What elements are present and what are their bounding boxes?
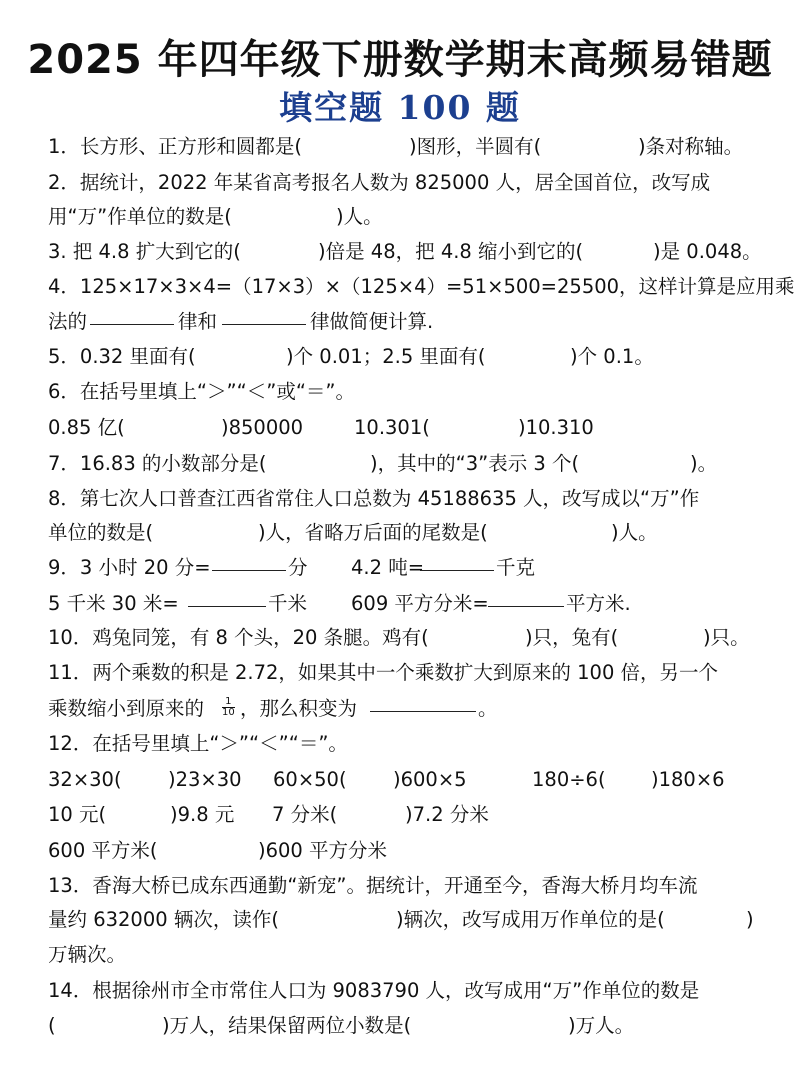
q4-blank-1[interactable] (90, 304, 174, 325)
q6-text-a: 0.85 亿( (48, 416, 125, 439)
q4-text-c: 律做简便计算. (310, 310, 434, 333)
q3-text-c: )是 0.048。 (653, 240, 762, 263)
q6-line-1: 6．在括号里填上“＞”“＜”或“＝”。 (48, 380, 356, 403)
q11-blank[interactable] (370, 691, 476, 712)
fraction-denominator: 10 (222, 707, 235, 718)
q7-text-b: )，其中的“3”表示 3 个( (370, 452, 580, 475)
q3-text-a: 3. 把 4.8 扩大到它的( (48, 240, 241, 263)
q13-line-3: 万辆次。 (48, 943, 127, 966)
q11-text-b: ，那么积变为 (240, 697, 358, 720)
q9-text-b2: 千克 (496, 556, 536, 579)
page-subtitle: 填空题 100 题 (279, 88, 521, 127)
q7-text-a: 7．16.83 的小数部分是( (48, 452, 267, 475)
q12-text-d2: )9.8 元 (170, 803, 235, 826)
q11-line-1: 11．两个乘数的积是 2.72，如果其中一个乘数扩大到原来的 100 倍，另一个 (48, 661, 719, 684)
q12-text-c1: 180÷6( (532, 768, 606, 791)
q12-text-b1: 60×50( (273, 768, 347, 791)
q12-text-b2: )600×5 (393, 768, 467, 791)
q1-text-a: 1．长方形、正方形和圆都是( (48, 135, 303, 158)
q12-text-e2: )7.2 分米 (405, 803, 489, 826)
q12-text-f1: 600 平方米( (48, 839, 158, 862)
q4-line-1: 4．125×17×3×4=（17×3）×（125×4）=51×500=25500，这样计算是应用乘 (48, 275, 795, 298)
q8-text-a: 单位的数是( (48, 521, 154, 544)
q13-text-b: )辆次，改写成用万作单位的是( (396, 908, 665, 931)
q10-text-a: 10．鸡兔同笼，有 8 个头，20 条腿。鸡有( (48, 626, 429, 649)
q8-line-1: 8．第七次人口普查江西省常住人口总数为 45188635 人，改写成以“万”作 (48, 487, 700, 510)
q12-line-1: 12．在括号里填上“＞”“＜”“＝”。 (48, 732, 348, 755)
fraction-one-tenth (222, 697, 235, 718)
q1-text-c: )条对称轴。 (638, 135, 744, 158)
q13-text-a: 量约 632000 辆次，读作( (48, 908, 279, 931)
q12-text-d1: 10 元( (48, 803, 107, 826)
q12-text-a1: 32×30( (48, 768, 122, 791)
q5-text-c: )个 0.1。 (570, 345, 654, 368)
q9-blank-1[interactable] (212, 550, 286, 571)
q10-text-c: )只。 (703, 626, 750, 649)
q12-text-a2: )23×30 (168, 768, 242, 791)
q11-text-a: 乘数缩小到原来的 (48, 697, 205, 720)
q4-text-b: 律和 (178, 310, 218, 333)
q9-text-d2: 平方米. (566, 592, 631, 615)
q9-text-b1: 4.2 吨= (351, 556, 425, 579)
q4-text-a: 法的 (48, 310, 88, 333)
q12-text-c2: )180×6 (651, 768, 725, 791)
q9-text-d1: 609 平方分米= (351, 592, 489, 615)
q9-text-a2: 分 (288, 556, 308, 579)
q5-text-a: 5．0.32 里面有( (48, 345, 196, 368)
q4-blank-2[interactable] (222, 304, 306, 325)
q6-text-b: )850000 (221, 416, 304, 439)
q2-line-1: 2．据统计，2022 年某省高考报名人数为 825000 人，居全国首位，改写成 (48, 171, 711, 194)
q8-text-b: )人，省略万后面的尾数是( (258, 521, 488, 544)
q14-line-1: 14．根据徐州市全市常住人口为 9083790 人，改写成用“万”作单位的数是 (48, 979, 700, 1002)
q14-text-a: ( (48, 1014, 56, 1037)
q9-text-c1: 5 千米 30 米= (48, 592, 179, 615)
q1-text-b: )图形，半圆有( (409, 135, 542, 158)
q9-blank-2[interactable] (420, 550, 494, 571)
q5-text-b: )个 0.01；2.5 里面有( (286, 345, 486, 368)
q3-text-b: )倍是 48，把 4.8 缩小到它的( (318, 240, 584, 263)
q12-text-f2: )600 平方分米 (258, 839, 388, 862)
q9-text-a1: 9．3 小时 20 分= (48, 556, 211, 579)
q12-text-e1: 7 分米( (272, 803, 338, 826)
q9-blank-3[interactable] (188, 586, 266, 607)
q7-text-c: )。 (690, 452, 718, 475)
q9-text-c2: 千米 (268, 592, 308, 615)
q13-line-1: 13．香海大桥已成东西通勤“新宠”。据统计，开通至今，香海大桥月均车流 (48, 874, 698, 897)
q14-text-c: )万人。 (568, 1014, 635, 1037)
q13-text-c: ) (746, 908, 754, 931)
q10-text-b: )只，兔有( (525, 626, 619, 649)
q14-text-b: )万人，结果保留两位小数是( (162, 1014, 412, 1037)
q2-text-b: )人。 (336, 205, 383, 228)
q6-text-c: 10.301( (354, 416, 430, 439)
q6-text-d: )10.310 (518, 416, 594, 439)
page-title: 2025 年四年级下册数学期末高频易错题 (27, 37, 773, 83)
fraction-numerator: 1 (222, 697, 235, 708)
q2-text-a: 用“万”作单位的数是( (48, 205, 232, 228)
q8-text-c: )人。 (611, 521, 658, 544)
q9-blank-4[interactable] (488, 586, 564, 607)
q11-text-c: 。 (478, 697, 498, 720)
